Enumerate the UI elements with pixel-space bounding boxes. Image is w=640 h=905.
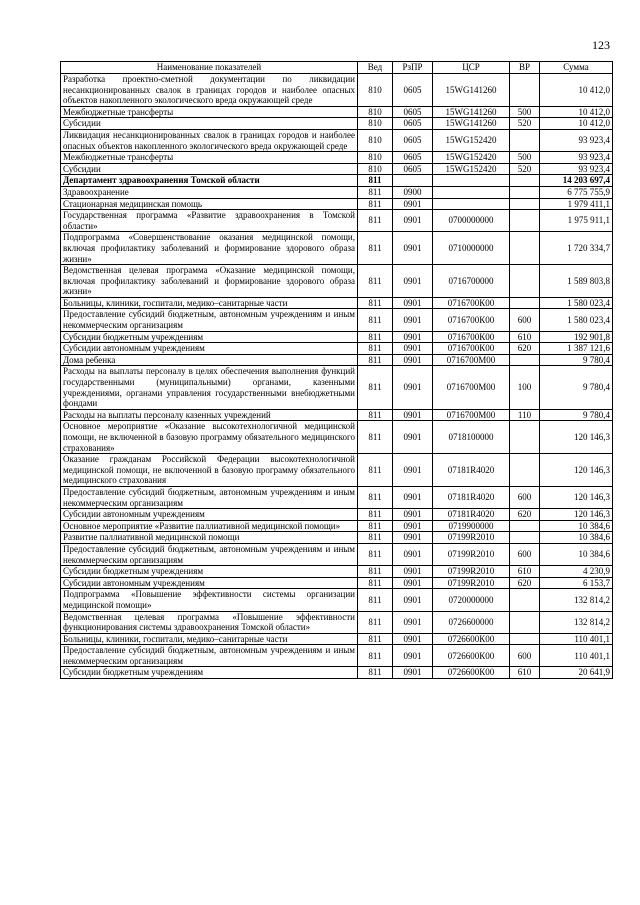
- cell-sum: 1 975 911,1: [540, 210, 613, 232]
- cell-name: Государственная программа «Развитие здравоохранения в Томской области»: [61, 210, 358, 232]
- cell-sum: 9 780,4: [540, 354, 613, 366]
- cell-sum: 4 230,9: [540, 566, 613, 578]
- cell-csr: 15WG152420: [433, 129, 510, 151]
- cell-csr: 0716700К00: [433, 331, 510, 343]
- cell-name: Ведомственная целевая программа «Оказание медицинской помощи, включая профилактику заболеваний и формирование здорового образа жизни»: [61, 265, 358, 298]
- cell-ved: 811: [358, 210, 393, 232]
- cell-rzpr: 0901: [393, 331, 433, 343]
- cell-rzpr: 0901: [393, 532, 433, 544]
- cell-name: Субсидии: [61, 163, 358, 175]
- cell-rzpr: 0605: [393, 163, 433, 175]
- cell-vr: 600: [510, 486, 540, 508]
- cell-ved: 811: [358, 309, 393, 331]
- table-row: [61, 577, 613, 589]
- cell-ved: 811: [358, 645, 393, 667]
- cell-vr: 620: [510, 509, 540, 521]
- cell-vr: 520: [510, 163, 540, 175]
- table-row: [61, 74, 613, 107]
- cell-name: Основное мероприятие «Оказание высокотехнологичной медицинской помощи, не включенной в базовую программу обязательного медицинского страхования»: [61, 421, 358, 454]
- cell-csr: 07181R4020: [433, 486, 510, 508]
- cell-rzpr: 0901: [393, 210, 433, 232]
- cell-sum: 1 580 023,4: [540, 297, 613, 309]
- cell-vr: [510, 210, 540, 232]
- cell-name: Субсидии бюджетным учреждениям: [61, 331, 358, 343]
- cell-vr: [510, 297, 540, 309]
- cell-csr: 07199R2010: [433, 577, 510, 589]
- cell-rzpr: 0901: [393, 589, 433, 611]
- table-row: [61, 421, 613, 454]
- cell-ved: 811: [358, 520, 393, 532]
- page-number: 123: [592, 38, 610, 52]
- cell-vr: [510, 520, 540, 532]
- cell-name: Субсидии бюджетным учреждениям: [61, 667, 358, 679]
- header-sum: Сумма: [540, 62, 613, 74]
- cell-ved: 811: [358, 366, 393, 409]
- cell-rzpr: 0901: [393, 198, 433, 210]
- table-row: [61, 198, 613, 210]
- cell-vr: 620: [510, 343, 540, 355]
- cell-vr: 610: [510, 667, 540, 679]
- cell-vr: 610: [510, 566, 540, 578]
- cell-rzpr: 0901: [393, 566, 433, 578]
- cell-sum: 120 146,3: [540, 509, 613, 521]
- cell-sum: 10 412,0: [540, 118, 613, 130]
- table-row: [61, 297, 613, 309]
- cell-vr: 100: [510, 366, 540, 409]
- cell-sum: 120 146,3: [540, 454, 613, 487]
- cell-csr: 0716700М00: [433, 366, 510, 409]
- cell-ved: 811: [358, 354, 393, 366]
- cell-csr: 0718100000: [433, 421, 510, 454]
- cell-name: Субсидии автономным учреждениям: [61, 577, 358, 589]
- cell-name: Больницы, клиники, госпитали, медико–санитарные части: [61, 297, 358, 309]
- cell-name: Предоставление субсидий бюджетным, автономным учреждениям и иным некоммерческим организациям: [61, 309, 358, 331]
- cell-csr: 0726600000: [433, 611, 510, 633]
- cell-ved: 810: [358, 74, 393, 107]
- cell-csr: 0716700К00: [433, 343, 510, 355]
- cell-rzpr: 0901: [393, 509, 433, 521]
- cell-ved: 811: [358, 611, 393, 633]
- table-row: [61, 232, 613, 265]
- cell-vr: [510, 354, 540, 366]
- cell-sum: 1 387 121,6: [540, 343, 613, 355]
- cell-ved: 810: [358, 118, 393, 130]
- cell-sum: 6 153,7: [540, 577, 613, 589]
- cell-name: Разработка проектно-сметной документации по ликвидации несанкционированных свалок в границах городов и наиболее опасных объектов накопленного экологического вреда окружающей среде: [61, 74, 358, 107]
- cell-csr: 0719900000: [433, 520, 510, 532]
- cell-name: Предоставление субсидий бюджетным, автономным учреждениям и иным некоммерческим организациям: [61, 486, 358, 508]
- cell-rzpr: 0901: [393, 645, 433, 667]
- cell-csr: 0726600К00: [433, 645, 510, 667]
- cell-ved: 811: [358, 566, 393, 578]
- cell-csr: 0700000000: [433, 210, 510, 232]
- cell-csr: 0726600К00: [433, 667, 510, 679]
- cell-sum: 1 589 803,8: [540, 265, 613, 298]
- table-row: [61, 667, 613, 679]
- budget-table: [60, 61, 613, 679]
- cell-vr: [510, 454, 540, 487]
- cell-ved: 810: [358, 163, 393, 175]
- cell-csr: 0710000000: [433, 232, 510, 265]
- cell-csr: 15WG141260: [433, 106, 510, 118]
- cell-rzpr: 0901: [393, 409, 433, 421]
- cell-name: Расходы на выплаты персоналу казенных учреждений: [61, 409, 358, 421]
- table-row: [61, 152, 613, 164]
- cell-name: Оказание гражданам Российской Федерации высокотехнологичной медицинской помощи, не включенной в базовую программу обязательного медицинского страхования: [61, 454, 358, 487]
- cell-name: Межбюджетные трансферты: [61, 152, 358, 164]
- table-row: [61, 611, 613, 633]
- cell-rzpr: 0901: [393, 543, 433, 565]
- cell-ved: 810: [358, 129, 393, 151]
- header-vr: ВР: [510, 62, 540, 74]
- cell-rzpr: 0901: [393, 343, 433, 355]
- cell-name: Межбюджетные трансферты: [61, 106, 358, 118]
- cell-rzpr: 0901: [393, 309, 433, 331]
- cell-sum: 192 901,8: [540, 331, 613, 343]
- table-body: [61, 74, 613, 679]
- cell-sum: 1 979 411,1: [540, 198, 613, 210]
- cell-name: Стационарная медицинская помощь: [61, 198, 358, 210]
- cell-csr: 0720000000: [433, 589, 510, 611]
- table-row: [61, 520, 613, 532]
- table-row: [61, 331, 613, 343]
- cell-csr: 07181R4020: [433, 509, 510, 521]
- cell-vr: [510, 589, 540, 611]
- cell-sum: 132 814,2: [540, 589, 613, 611]
- cell-rzpr: 0901: [393, 577, 433, 589]
- cell-sum: 10 412,0: [540, 74, 613, 107]
- cell-rzpr: 0605: [393, 118, 433, 130]
- cell-sum: 6 775 755,9: [540, 186, 613, 198]
- cell-ved: 811: [358, 421, 393, 454]
- table-row: [61, 210, 613, 232]
- cell-sum: 10 384,6: [540, 520, 613, 532]
- cell-sum: 20 641,9: [540, 667, 613, 679]
- cell-rzpr: 0901: [393, 354, 433, 366]
- cell-rzpr: 0901: [393, 265, 433, 298]
- table-row: [61, 163, 613, 175]
- header-name: Наименование показателей: [61, 62, 358, 74]
- cell-ved: 810: [358, 152, 393, 164]
- cell-csr: 15WG152420: [433, 152, 510, 164]
- cell-name: Субсидии бюджетным учреждениям: [61, 566, 358, 578]
- table-row: [61, 486, 613, 508]
- cell-csr: 15WG141260: [433, 118, 510, 130]
- cell-ved: 811: [358, 331, 393, 343]
- cell-rzpr: 0901: [393, 611, 433, 633]
- cell-rzpr: 0605: [393, 152, 433, 164]
- cell-csr: [433, 175, 510, 187]
- cell-ved: 811: [358, 509, 393, 521]
- cell-vr: [510, 129, 540, 151]
- table-row: [61, 309, 613, 331]
- table-row: [61, 409, 613, 421]
- header-row: [61, 62, 613, 74]
- cell-csr: [433, 186, 510, 198]
- cell-vr: [510, 186, 540, 198]
- cell-vr: 600: [510, 543, 540, 565]
- table-header: [61, 62, 613, 74]
- cell-csr: 0716700М00: [433, 354, 510, 366]
- cell-ved: 811: [358, 175, 393, 187]
- table-row: [61, 354, 613, 366]
- cell-sum: 93 923,4: [540, 163, 613, 175]
- cell-ved: 811: [358, 265, 393, 298]
- cell-ved: 811: [358, 543, 393, 565]
- table-row: [61, 265, 613, 298]
- table-row: [61, 366, 613, 409]
- cell-name: Больницы, клиники, госпитали, медико–санитарные части: [61, 633, 358, 645]
- cell-vr: 110: [510, 409, 540, 421]
- header-csr: ЦСР: [433, 62, 510, 74]
- table-row: [61, 633, 613, 645]
- cell-ved: 811: [358, 198, 393, 210]
- table-row: [61, 543, 613, 565]
- cell-sum: 10 384,6: [540, 532, 613, 544]
- cell-ved: 811: [358, 589, 393, 611]
- cell-ved: 811: [358, 532, 393, 544]
- cell-sum: 9 780,4: [540, 409, 613, 421]
- table-row: [61, 589, 613, 611]
- cell-csr: 07181R4020: [433, 454, 510, 487]
- cell-vr: 610: [510, 331, 540, 343]
- cell-name: Ведомственная целевая программа «Повышение эффективности функционирования системы здравоохранения Томской области»: [61, 611, 358, 633]
- cell-ved: 810: [358, 106, 393, 118]
- cell-sum: 9 780,4: [540, 366, 613, 409]
- cell-name: Субсидии: [61, 118, 358, 130]
- cell-vr: [510, 532, 540, 544]
- cell-name: Субсидии автономным учреждениям: [61, 343, 358, 355]
- cell-ved: 811: [358, 577, 393, 589]
- cell-csr: 07199R2010: [433, 566, 510, 578]
- header-ved: Вед: [358, 62, 393, 74]
- cell-vr: 500: [510, 152, 540, 164]
- cell-vr: [510, 421, 540, 454]
- cell-vr: 520: [510, 118, 540, 130]
- cell-sum: 1 580 023,4: [540, 309, 613, 331]
- cell-sum: 110 401,1: [540, 633, 613, 645]
- cell-csr: 0716700К00: [433, 309, 510, 331]
- cell-ved: 811: [358, 633, 393, 645]
- cell-csr: 0716700К00: [433, 297, 510, 309]
- cell-vr: [510, 175, 540, 187]
- table-row: [61, 645, 613, 667]
- cell-sum: 93 923,4: [540, 129, 613, 151]
- cell-sum: 132 814,2: [540, 611, 613, 633]
- cell-csr: 0716700000: [433, 265, 510, 298]
- cell-ved: 811: [358, 186, 393, 198]
- cell-vr: 600: [510, 309, 540, 331]
- cell-csr: 07199R2010: [433, 543, 510, 565]
- cell-name: Субсидии автономным учреждениям: [61, 509, 358, 521]
- cell-name: Предоставление субсидий бюджетным, автономным учреждениям и иным некоммерческим организациям: [61, 645, 358, 667]
- cell-sum: 120 146,3: [540, 421, 613, 454]
- header-rzpr: РзПР: [393, 62, 433, 74]
- cell-vr: [510, 611, 540, 633]
- cell-rzpr: 0901: [393, 366, 433, 409]
- cell-name: Здравоохранение: [61, 186, 358, 198]
- cell-rzpr: 0605: [393, 74, 433, 107]
- cell-sum: 14 203 697,4: [540, 175, 613, 187]
- cell-ved: 811: [358, 232, 393, 265]
- cell-sum: 120 146,3: [540, 486, 613, 508]
- cell-rzpr: 0901: [393, 454, 433, 487]
- table-row: [61, 106, 613, 118]
- cell-rzpr: [393, 175, 433, 187]
- cell-vr: [510, 265, 540, 298]
- cell-vr: [510, 232, 540, 265]
- cell-csr: 07199R2010: [433, 532, 510, 544]
- cell-ved: 811: [358, 454, 393, 487]
- table-row: [61, 175, 613, 187]
- cell-csr: 0716700М00: [433, 409, 510, 421]
- cell-vr: [510, 74, 540, 107]
- cell-csr: [433, 198, 510, 210]
- table-row: [61, 343, 613, 355]
- cell-name: Подпрограмма «Повышение эффективности системы организации медицинской помощи»: [61, 589, 358, 611]
- cell-csr: 15WG152420: [433, 163, 510, 175]
- table-row: [61, 118, 613, 130]
- table-row: [61, 186, 613, 198]
- table-row: [61, 532, 613, 544]
- table-row: [61, 129, 613, 151]
- table-row: [61, 454, 613, 487]
- cell-ved: 811: [358, 343, 393, 355]
- cell-name: Основное мероприятие «Развитие паллиативной медицинской помощи»: [61, 520, 358, 532]
- cell-vr: 500: [510, 106, 540, 118]
- cell-sum: 10 384,6: [540, 543, 613, 565]
- cell-csr: 15WG141260: [433, 74, 510, 107]
- cell-name: Подпрограмма «Совершенствование оказания медицинской помощи, включая профилактику заболеваний и формирование здорового образа жизни»: [61, 232, 358, 265]
- cell-rzpr: 0900: [393, 186, 433, 198]
- cell-vr: [510, 633, 540, 645]
- cell-name: Дома ребенка: [61, 354, 358, 366]
- cell-rzpr: 0901: [393, 633, 433, 645]
- cell-name: Департамент здравоохранения Томской области: [61, 175, 358, 187]
- cell-name: Ликвидация несанкционированных свалок в границах городов и наиболее опасных объектов накопленного экологического вреда окружающей среде: [61, 129, 358, 151]
- cell-rzpr: 0901: [393, 232, 433, 265]
- cell-rzpr: 0605: [393, 129, 433, 151]
- cell-rzpr: 0901: [393, 667, 433, 679]
- cell-rzpr: 0605: [393, 106, 433, 118]
- cell-name: Предоставление субсидий бюджетным, автономным учреждениям и иным некоммерческим организациям: [61, 543, 358, 565]
- cell-sum: 10 412,0: [540, 106, 613, 118]
- cell-ved: 811: [358, 667, 393, 679]
- cell-ved: 811: [358, 486, 393, 508]
- cell-name: Расходы на выплаты персоналу в целях обеспечения выполнения функций государственными (муниципальными) органами, казенными учреждениями, органами управления государственными внебюджетными фондами: [61, 366, 358, 409]
- cell-rzpr: 0901: [393, 520, 433, 532]
- cell-sum: 93 923,4: [540, 152, 613, 164]
- cell-csr: 0726600К00: [433, 633, 510, 645]
- cell-name: Развитие паллиативной медицинской помощи: [61, 532, 358, 544]
- cell-rzpr: 0901: [393, 297, 433, 309]
- table-row: [61, 509, 613, 521]
- cell-rzpr: 0901: [393, 421, 433, 454]
- cell-rzpr: 0901: [393, 486, 433, 508]
- cell-vr: 620: [510, 577, 540, 589]
- cell-sum: 110 401,1: [540, 645, 613, 667]
- cell-vr: [510, 198, 540, 210]
- cell-sum: 1 720 334,7: [540, 232, 613, 265]
- cell-ved: 811: [358, 409, 393, 421]
- cell-vr: 600: [510, 645, 540, 667]
- table-row: [61, 566, 613, 578]
- cell-ved: 811: [358, 297, 393, 309]
